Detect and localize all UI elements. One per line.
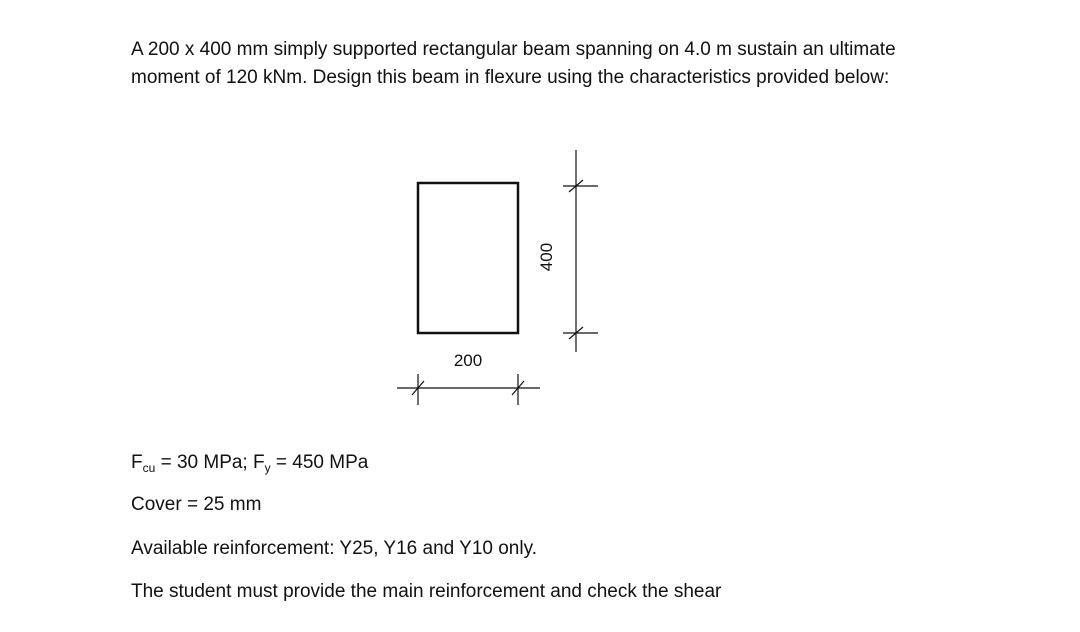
fcu-value: = 30 MPa; [155,452,253,473]
task-note: The student must provide the main reinforcement and check the shear [131,581,722,602]
cover-spec: Cover = 25 mm [131,494,262,515]
reinforcement-spec: Available reinforcement: Y25, Y16 and Y10 only. [131,538,537,559]
fy-symbol: F [253,452,265,473]
problem-line-2: moment of 120 kNm. Design this beam in flexure using the characteristics provided below: [131,67,890,88]
height-dimension [563,150,598,352]
problem-line-1: A 200 x 400 mm simply supported rectangular beam spanning on 4.0 m sustain an ultimate [131,39,896,60]
fy-subscript: y [264,461,271,475]
fcu-subscript: cu [142,461,156,475]
fcu-symbol: F [131,452,143,473]
width-dimension [397,374,540,405]
fy-value: = 450 MPa [270,452,369,473]
material-strengths [131,451,368,475]
width-dimension-label: 200 [453,351,483,370]
beam-section-rectangle [418,183,518,333]
height-dimension-label: 400 [537,242,556,272]
